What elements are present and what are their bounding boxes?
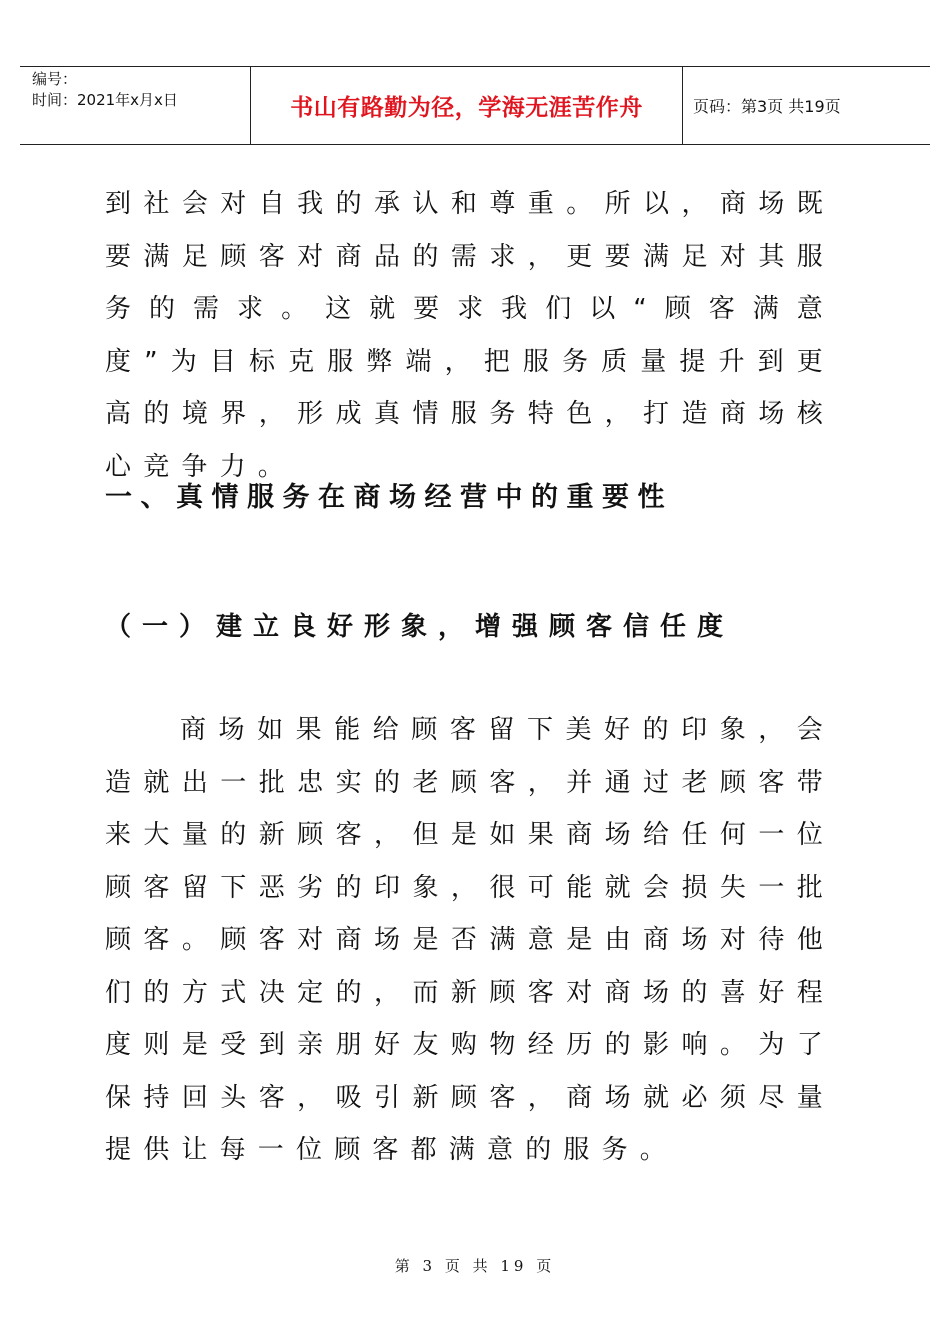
main-section [105,704,835,1177]
header-meta-cell [20,67,251,144]
main-paragraph: 商场如果能给顾客留下美好的印象，会造就出一批忠实的老顾客，并通过老顾客带来大量的新顾客，但是如果商场给任何一位顾客留下恶劣的印象，很可能就会损失一批顾客。顾客对商场是否满意是由商场对待他们的方式决定的，而新顾客对商场的喜好程度则是受到亲朋好友购物经历的影响。为了保持回头客，吸引新顾客，商场就必须尽量提供让每一位顾客都满意的服务。 [105,715,835,1165]
header-motto-cell [251,67,683,144]
document-header [20,66,930,145]
header-page-cell [683,67,930,144]
document-time-label: 时间：2021年x月x日 [32,91,178,109]
subsection-heading: （一）建立良好形象，增强顾客信任度 [105,612,735,642]
page-footer: 第 3 页 共 19 页 [394,1257,556,1275]
intro-paragraph: 到社会对自我的承认和尊重。所以，商场既要满足顾客对商品的需求，更要满足对其服务的需求。这就要求我们以“顾客满意度”为目标克服弊端，把服务质量提升到更高的境界，形成真情服务特色，打造商场核心竞争力。 [105,189,835,482]
header-motto: 书山有路勤为径，学海无涯苦作舟 [290,95,643,121]
intro-section [105,178,835,493]
header-page-info: 页码：第3页 共19页 [693,97,841,116]
document-number-label: 编号： [32,70,78,88]
section-heading: 一、真情服务在商场经营中的重要性 [105,482,673,513]
